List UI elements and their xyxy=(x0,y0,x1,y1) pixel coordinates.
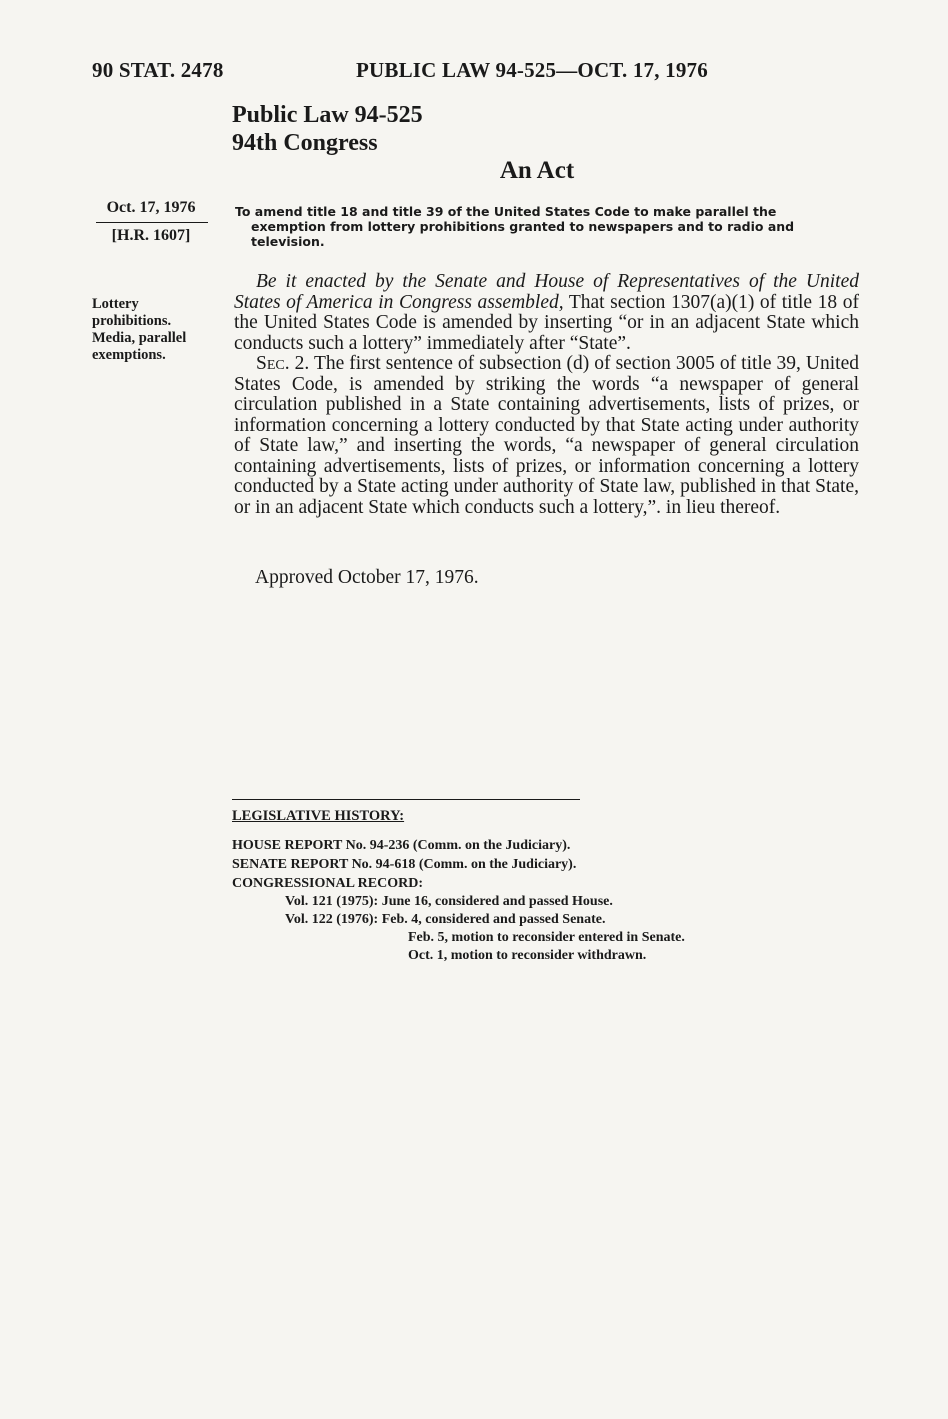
record-oct-1: Oct. 1, motion to reconsider withdrawn. xyxy=(408,948,647,963)
sidenote-line: Lottery xyxy=(92,296,139,312)
margin-date: Oct. 17, 1976 xyxy=(106,199,196,216)
legislative-history-title: LEGISLATIVE HISTORY: xyxy=(232,808,405,824)
act-body xyxy=(234,272,859,518)
record-vol-121: Vol. 121 (1975): June 16, considered and passed House. xyxy=(285,894,613,909)
section-2-label: Sec. 2. xyxy=(256,353,310,374)
sidenote-line: Media, parallel xyxy=(92,330,187,346)
section-2-text: The first sentence of subsection (d) of section 3005 of title 39, United States Code, is amended by striking the words “a newspaper of general circulation published in a State containing advertisements, lists of prizes, or information concerning a lottery conducted by that State acting under authority of State law,” and inserting the words, “a newspaper of general circulation containing advertisements, lists of prizes, or information concerning a lottery conducted by a State acting under authority of State law, published in that State, or in an adjacent State which conducts such a lottery,”. in lieu thereof. xyxy=(234,353,859,518)
purpose-line: exemption from lottery prohibitions granted to newspapers and to radio and xyxy=(251,219,795,234)
house-report: HOUSE REPORT No. 94-236 (Comm. on the Judiciary). xyxy=(232,838,571,853)
approval-date: Approved October 17, 1976. xyxy=(255,567,479,588)
enacting-clause: Be it enacted by the Senate and House of Representatives of the United States of America in Congress assembled, xyxy=(234,271,859,313)
congressional-record-label: CONGRESSIONAL RECORD: xyxy=(232,876,423,891)
law-number: Public Law 94-525 xyxy=(232,102,423,128)
reverse-page-bleed xyxy=(600,104,605,126)
section-1 xyxy=(234,272,859,354)
purpose-line: television. xyxy=(251,234,325,249)
sidenote-lottery xyxy=(92,296,171,330)
history-divider xyxy=(232,799,580,800)
sidenote-line: prohibitions. xyxy=(92,313,172,329)
sidenote-media xyxy=(92,330,186,364)
congress-label: 94th Congress xyxy=(232,130,378,156)
act-heading: An Act xyxy=(499,157,575,184)
senate-report: SENATE REPORT No. 94-618 (Comm. on the Judiciary). xyxy=(232,857,577,872)
page-reference: 90 STAT. 2478 xyxy=(92,58,224,82)
act-purpose xyxy=(235,204,860,249)
record-feb-5: Feb. 5, motion to reconsider entered in Senate. xyxy=(408,930,685,945)
running-title: PUBLIC LAW 94-525—OCT. 17, 1976 xyxy=(356,58,708,82)
purpose-line: To amend title 18 and title 39 of the United States Code to make parallel the xyxy=(235,204,777,219)
margin-bill-number: [H.R. 1607] xyxy=(111,227,191,244)
margin-divider xyxy=(96,222,208,223)
section-2 xyxy=(234,354,859,518)
sidenote-line: exemptions. xyxy=(92,347,166,363)
section-1-text: That section 1307(a)(1) of title 18 of the United States Code is amended by inserting “or in an adjacent State which conducts such a lottery” immediately after “State”. xyxy=(234,291,859,354)
record-vol-122: Vol. 122 (1976): Feb. 4, considered and passed Senate. xyxy=(285,912,606,927)
